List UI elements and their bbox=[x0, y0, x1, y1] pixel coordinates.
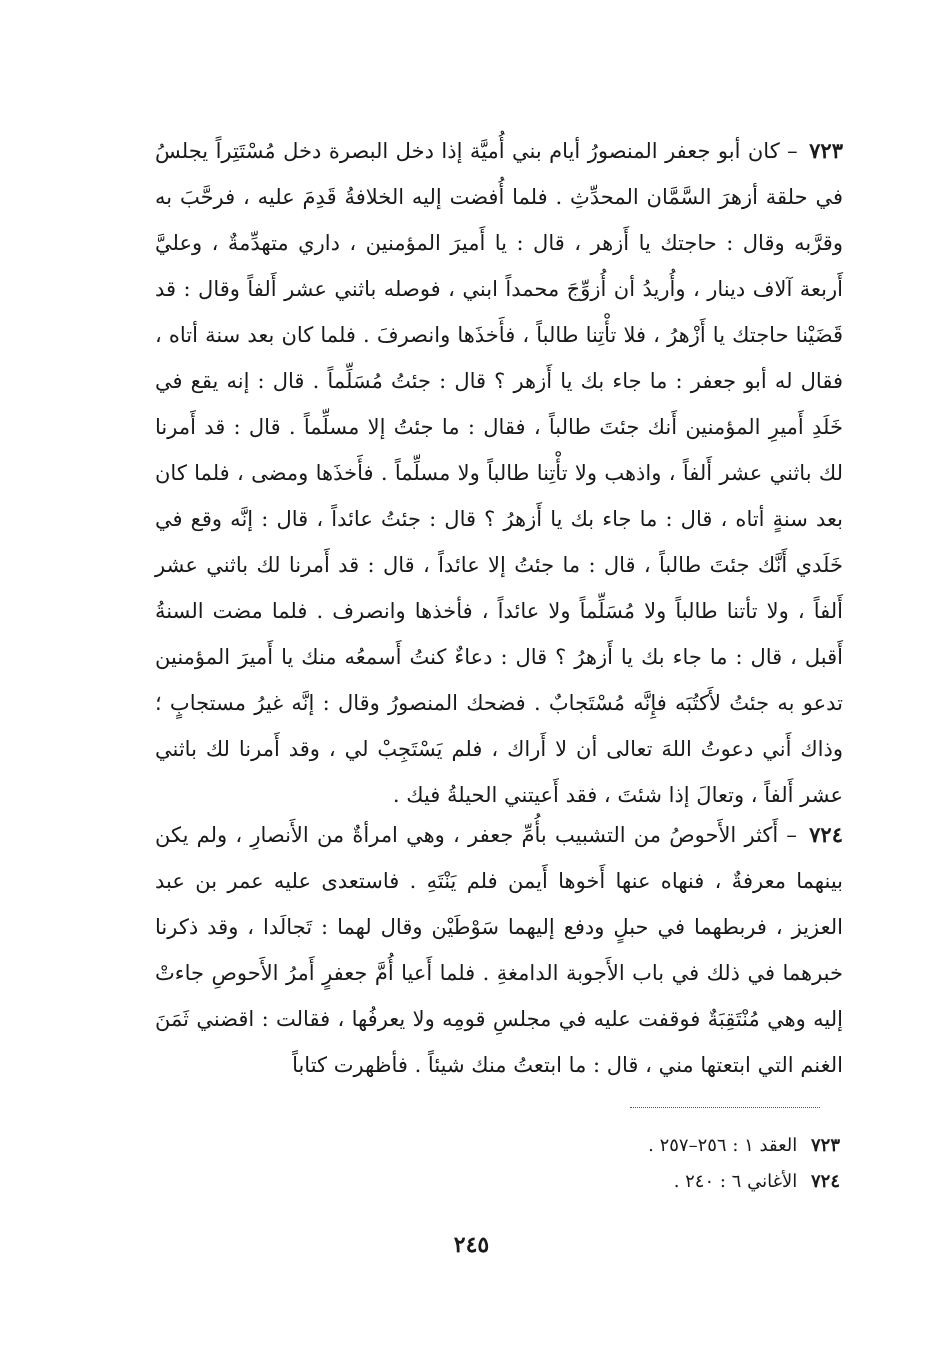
footnote-item bbox=[430, 1164, 840, 1200]
entry-text: – أَكثر الأَحوصُ من التشبيب بأُمِّ جعفر ، وهي امرأةٌ من الأَنصارِ ، ولم يكن بينهما معرفةٌ ، فنهاه عنها أَخوها أَيمن فلم يَنْتَهِ . فاستعدى عليه عمر بن عبد العزيز ، فربطهما في حبلٍ ودفع إليهما سَوْطَيْن وقال لهما : تَجالَدا ، وقد ذكرنا خبرهما في ذلك في باب الأَجوبة الدامغةِ . فلما أَعيا أُمَّ جعفرٍ أَمرُ الأَحوصِ جاءتْ إليه وهي مُنْتَقِبَةٌ فوقفت عليه في مجلسِ قومِه ولا يعرفُها ، فقالت : اقضني ثَمَنَ الغنم التي ابتعتها مني ، قال : ما ابتعتُ منك شيئاً . فأظهرت كتاباً bbox=[155, 823, 843, 1077]
entry-724 bbox=[155, 812, 843, 1088]
entry-text: – كان أبو جعفر المنصورُ أيام بني أُميَّة إذا دخل البصرة دخل مُسْتَتِراً يجلسُ في حلقة أزهرَ السَّمَّان المحدِّثِ . فلما أُفضت إليه الخلافةُ قَدِمَ عليه ، فرحَّبَ به وقرَّبه وقال : حاجتك يا أَزهر ، قال : يا أَميرَ المؤمنين ، داري متهدِّمةٌ ، وعليَّ أَربعة آلاف دينار ، وأُريدُ أن أُزوِّجَ محمداً ابني ، فوصله باثني عشر أَلفاً وقال : قد قَضَيْنا حاجتك يا أَزْهرُ ، فلا تأْتِنا طالباً ، فأَخذَها وانصرفَ . فلما كان بعد سنة أتاه ، فقال له أبو جعفر : ما جاء بك يا أَزهر ؟ قال : جئتُ مُسَلِّماً . قال : إنه يقع في خَلَدِ أَميرِ المؤمنين أَنك جئتَ طالباً ، فقال : ما جئتُ إلا مسلِّماً . قال : قد أَمرنا لك باثني عشر أَلفاً ، واذهب ولا تأْتِنا طالباً ولا مسلِّماً . فأَخذَها ومضى ، فلما كان بعد سنةٍ أتاه ، قال : ما جاء بك يا أَزهرُ ؟ قال : جئتُ عائداً ، قال : إنَّه وقع في خَلَدي أَنَّك جئتَ طالباً ، قال : ما جئتُ إلا عائداً ، قال : قد أَمرنا لك باثني عشر أَلفاً ، ولا تأتنا طالباً ولا مُسَلِّماً ولا عائداً ، فأخذها وانصرف . فلما مضت السنةُ أَقبل ، قال : ما جاء بك يا أَزهرُ ؟ قال : دعاءٌ كنتُ أَسمعُه منك يا أَميرَ المؤمنين تدعو به جئتُ لأَكتُبَه فإِنَّه مُسْتَجابٌ . فضحك المنصورُ وقال : إنَّه غيرُ مستجابٍ ؛ وذاك أَني دعوتُ اللهَ تعالى أن لا أَراك ، فلم يَسْتَجِبْ لي ، وقد أَمرنا لك باثني عشر أَلفاً ، وتعالَ إذا شئتَ ، فقد أَعيتني الحيلةُ فيك . bbox=[155, 139, 843, 807]
page-number: ٢٤٥ bbox=[453, 1232, 490, 1258]
footnote-text: الأغاني ٦ : ٢٤٠ . bbox=[673, 1171, 798, 1192]
footnote-divider bbox=[630, 1107, 820, 1108]
footnote-text: العقد ١ : ٢٥٦–٢٥٧ . bbox=[648, 1135, 798, 1156]
entry-723 bbox=[155, 128, 843, 818]
footnote-item bbox=[430, 1128, 840, 1164]
entry-number: ٧٢٣ bbox=[809, 138, 843, 163]
entry-number: ٧٢٤ bbox=[809, 822, 843, 847]
footnote-number: ٧٢٣ bbox=[810, 1135, 840, 1156]
footnote-number: ٧٢٤ bbox=[810, 1171, 840, 1192]
footnotes bbox=[430, 1128, 840, 1200]
